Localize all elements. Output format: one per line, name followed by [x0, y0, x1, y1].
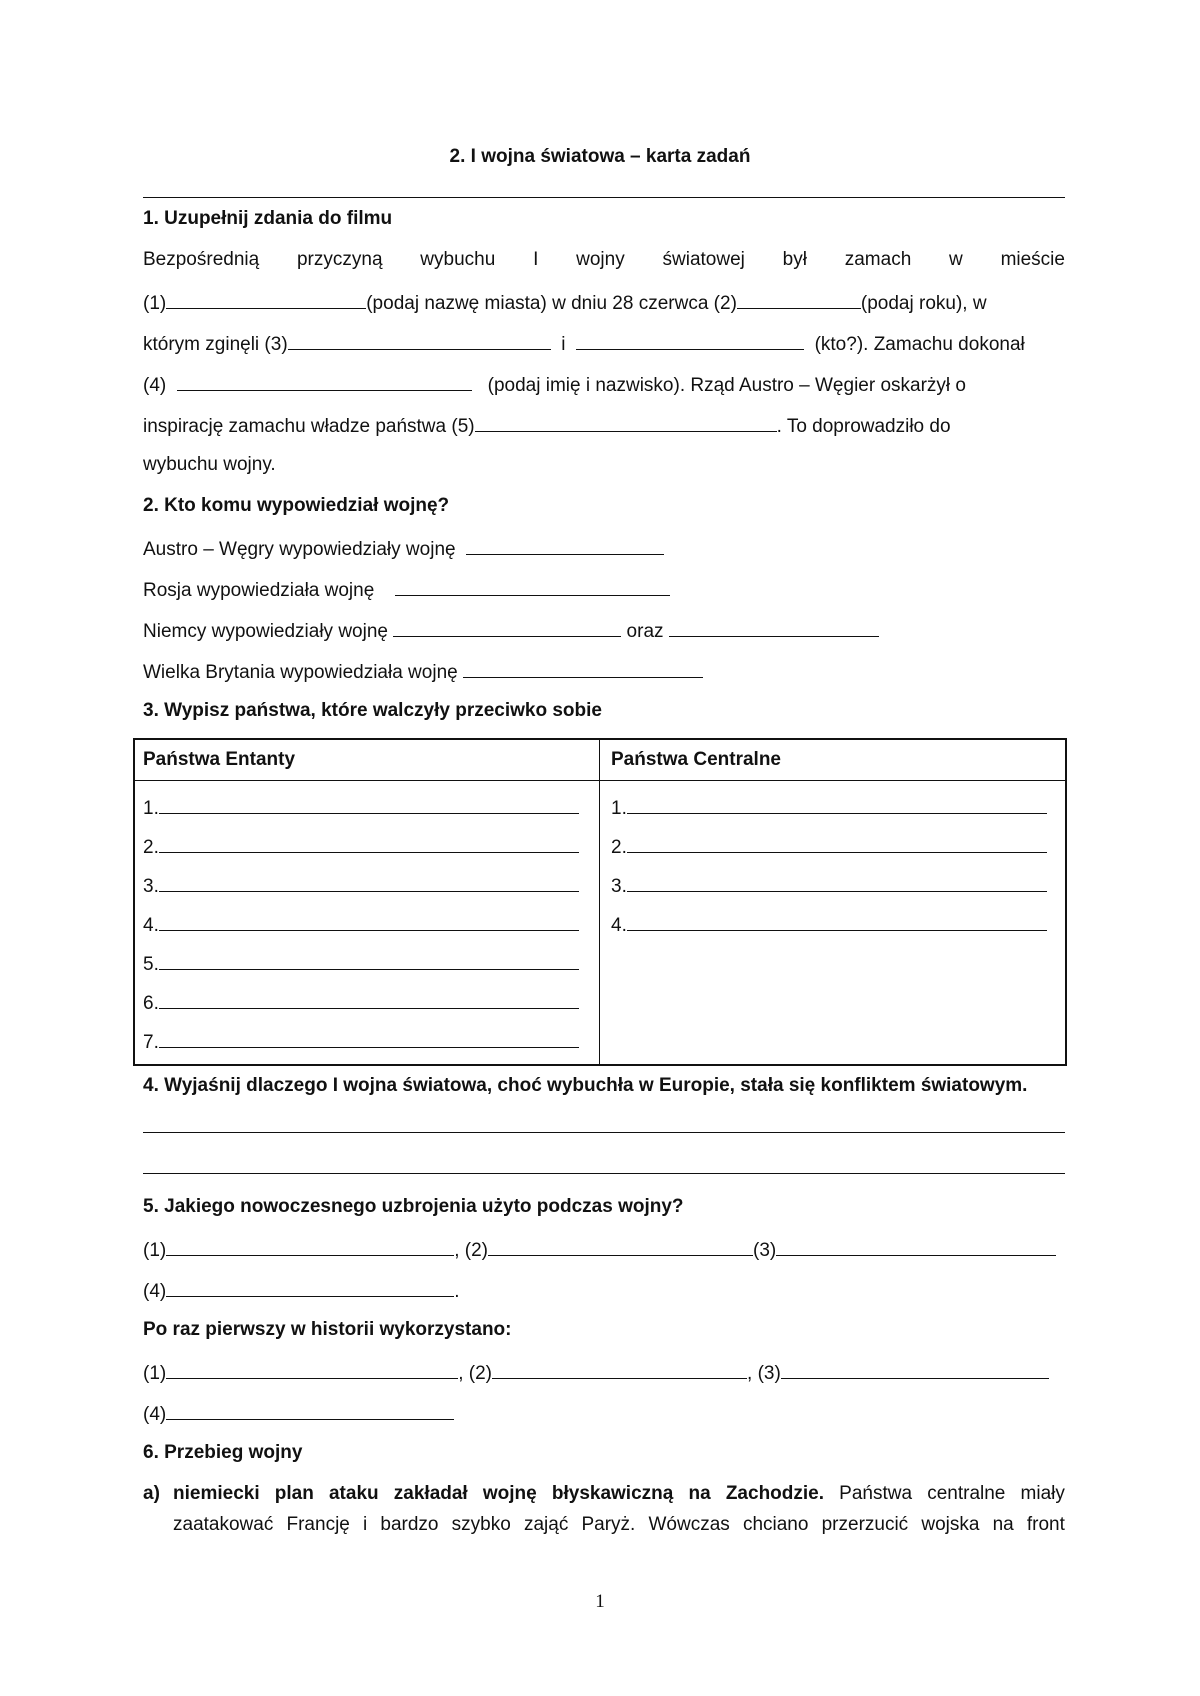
task6-line2-word: zaatakować — [173, 1514, 274, 1535]
weapon-label-1: (1) — [143, 1240, 167, 1261]
task1-line1-word: w — [949, 249, 963, 270]
answer-line-task4-2[interactable] — [143, 1173, 1065, 1174]
task2-row1 — [143, 536, 664, 561]
line2-end: (podaj roku), w — [860, 293, 987, 314]
entente-answer-blank[interactable] — [159, 873, 579, 892]
entente-row — [143, 1029, 579, 1054]
task5-row4 — [143, 1401, 454, 1426]
line4-text: (podaj imię i nazwisko). Rząd Austro – Węgier oskarżył o — [487, 375, 966, 396]
weapon-dot: . — [454, 1281, 460, 1302]
row3-text: Niemcy wypowiedziały wojnę — [143, 621, 388, 642]
task6-bold-word: na — [688, 1483, 711, 1504]
central-answer-blank[interactable] — [627, 873, 1047, 892]
first-label-4: (4) — [143, 1404, 167, 1425]
answer-blank-weapon-3[interactable] — [776, 1237, 1056, 1256]
entente-answer-blank[interactable] — [159, 795, 579, 814]
row3-oraz: oraz — [626, 621, 664, 642]
line3-and: i — [561, 334, 566, 355]
task5-row1 — [143, 1237, 1056, 1262]
entente-row — [143, 990, 579, 1015]
central-row-number: 3. — [611, 876, 627, 897]
weapon-label-2: , (2) — [454, 1240, 489, 1261]
task6-word: centralne — [927, 1483, 1006, 1504]
first-label-1: (1) — [143, 1363, 167, 1384]
task1-line1-word: zamach — [844, 249, 912, 270]
central-row-number: 1. — [611, 798, 627, 819]
task1-line6: wybuchu wojny. — [143, 454, 276, 475]
task1-line1-word: mieście — [1000, 249, 1065, 270]
entente-row — [143, 912, 579, 937]
task6-a-line1 — [173, 1483, 1065, 1505]
entente-answer-blank[interactable] — [159, 912, 579, 931]
task6-bold-word: błyskawiczną — [551, 1483, 674, 1504]
task1-line1-word: był — [782, 249, 807, 270]
answer-blank-first-4[interactable] — [166, 1401, 454, 1420]
answer-blank-first-1[interactable] — [166, 1360, 458, 1379]
task1-line2 — [143, 290, 987, 315]
central-row — [611, 912, 1047, 937]
first-label-2: , (2) — [458, 1363, 493, 1384]
task6-line2-word: Wówczas — [648, 1514, 730, 1535]
task1-heading: 1. Uzupełnij zdania do filmu — [143, 208, 393, 229]
central-answer-blank[interactable] — [627, 834, 1047, 853]
entente-row — [143, 834, 579, 859]
answer-blank-3b[interactable] — [576, 331, 804, 350]
task6-line2-word: na — [992, 1514, 1014, 1535]
entente-answer-blank[interactable] — [159, 951, 579, 970]
task6-line2-word: Francję — [286, 1514, 350, 1535]
entente-answer-blank[interactable] — [159, 1029, 579, 1048]
entente-row-number: 3. — [143, 876, 159, 897]
answer-blank-1[interactable] — [166, 290, 366, 309]
task6-line2-word: front — [1026, 1514, 1065, 1535]
entente-row-number: 6. — [143, 993, 159, 1014]
first-label-3: , (3) — [747, 1363, 781, 1384]
task6-a-line2 — [173, 1514, 1065, 1536]
answer-blank-weapon-4[interactable] — [166, 1278, 454, 1297]
blank-label-4: (4) — [143, 375, 167, 396]
central-row — [611, 873, 1047, 898]
entente-row — [143, 951, 579, 976]
task6-bold-word: Zachodzie. — [725, 1483, 825, 1504]
task1-line1 — [143, 249, 1065, 271]
entente-answer-blank[interactable] — [159, 990, 579, 1009]
task6-line2-word: wojska — [921, 1514, 980, 1535]
central-row-number: 2. — [611, 837, 627, 858]
task6-line2-word: szybko — [451, 1514, 511, 1535]
entente-row — [143, 795, 579, 820]
answer-blank-2[interactable] — [737, 290, 861, 309]
table-header-entente: Państwa Entanty — [143, 749, 296, 770]
central-row — [611, 795, 1047, 820]
table-header-central: Państwa Centralne — [611, 749, 781, 770]
entente-row-number: 1. — [143, 798, 159, 819]
answer-blank-britain[interactable] — [463, 659, 703, 678]
entente-row-number: 7. — [143, 1032, 159, 1053]
line5-end: . To doprowadziło do — [776, 416, 951, 437]
task1-line3 — [143, 331, 1025, 356]
central-row — [611, 834, 1047, 859]
alliances-table — [133, 738, 1067, 1066]
blank-label-1: (1) — [143, 293, 167, 314]
answer-blank-weapon-1[interactable] — [166, 1237, 454, 1256]
page-title: 2. I wojna światowa – karta zadań — [449, 146, 751, 167]
task1-line1-word: wojny — [576, 249, 625, 270]
task6-line2-word: zająć — [523, 1514, 569, 1535]
entente-row-number: 5. — [143, 954, 159, 975]
answer-blank-first-3[interactable] — [781, 1360, 1049, 1379]
weapon-label-3: (3) — [753, 1240, 777, 1261]
task2-heading: 2. Kto komu wypowiedział wojnę? — [143, 495, 450, 516]
task2-row2 — [143, 577, 670, 602]
task6-line2-word: Paryż. — [581, 1514, 636, 1535]
row2-text: Rosja wypowiedziała wojnę — [143, 580, 375, 601]
weapon-label-4: (4) — [143, 1281, 167, 1302]
task6-line2-word: przerzucić — [821, 1514, 909, 1535]
answer-blank-3a[interactable] — [288, 331, 551, 350]
task1-line5 — [143, 413, 951, 438]
table-column-divider — [599, 740, 600, 1064]
task6-bold-word: wojnę — [482, 1483, 537, 1504]
task6-bold-word: plan — [274, 1483, 314, 1504]
line2-text: (podaj nazwę miasta) w dniu 28 czerwca (2) — [366, 293, 737, 314]
page-number: 1 — [595, 1591, 605, 1612]
entente-row-number: 2. — [143, 837, 159, 858]
task3-heading: 3. Wypisz państwa, które walczyły przeciwko sobie — [143, 700, 602, 721]
answer-blank-germany-2[interactable] — [669, 618, 879, 637]
answer-line-task4-1[interactable] — [143, 1132, 1065, 1133]
task5-heading: 5. Jakiego nowoczesnego uzbrojenia użyto podczas wojny? — [143, 1196, 684, 1217]
task1-line1-word: wybuchu — [420, 249, 496, 270]
task6-a-label: a) — [143, 1483, 160, 1504]
task2-row3 — [143, 618, 879, 643]
task1-line4 — [143, 372, 966, 397]
task6-line2-word: bardzo — [380, 1514, 439, 1535]
task6-word: miały — [1020, 1483, 1065, 1504]
answer-blank-germany-1[interactable] — [393, 618, 621, 637]
task2-row4 — [143, 659, 703, 684]
title-divider — [143, 197, 1065, 198]
central-answer-blank[interactable] — [627, 912, 1047, 931]
task1-line1-word: I — [533, 249, 539, 270]
answer-blank-5[interactable] — [475, 413, 777, 432]
task6-bold-word: zakładał — [393, 1483, 468, 1504]
task6-word: Państwa — [839, 1483, 913, 1504]
entente-row-number: 4. — [143, 915, 159, 936]
task5-row2 — [143, 1278, 460, 1303]
task6-bold-word: niemiecki — [173, 1483, 260, 1504]
line5-text: inspirację zamachu władze państwa (5) — [143, 416, 475, 437]
entente-row — [143, 873, 579, 898]
task5-subheading: Po raz pierwszy w historii wykorzystano: — [143, 1319, 512, 1340]
task5-row3 — [143, 1360, 1049, 1385]
line3-end: (kto?). Zamachu dokonał — [814, 334, 1025, 355]
task6-heading: 6. Przebieg wojny — [143, 1442, 303, 1463]
task6-bold-word: ataku — [328, 1483, 379, 1504]
row4-text: Wielka Brytania wypowiedziała wojnę — [143, 662, 458, 683]
answer-blank-first-2[interactable] — [492, 1360, 747, 1379]
task1-line1-word: przyczyną — [296, 249, 383, 270]
central-row-number: 4. — [611, 915, 627, 936]
table-header-divider — [135, 780, 1065, 781]
task6-line2-word: chciano — [742, 1514, 809, 1535]
central-answer-blank[interactable] — [627, 795, 1047, 814]
row1-text: Austro – Węgry wypowiedziały wojnę — [143, 539, 456, 560]
task1-line1-word: Bezpośrednią — [143, 249, 260, 270]
task4-heading: 4. Wyjaśnij dlaczego I wojna światowa, choć wybuchła w Europie, stała się konfliktem światowym. — [143, 1075, 1028, 1096]
answer-blank-weapon-2[interactable] — [488, 1237, 753, 1256]
answer-blank-austria[interactable] — [466, 536, 664, 555]
answer-blank-4[interactable] — [177, 372, 472, 391]
answer-blank-russia[interactable] — [395, 577, 670, 596]
entente-answer-blank[interactable] — [159, 834, 579, 853]
line3-text: którym zginęli (3) — [143, 334, 288, 355]
task1-line1-word: światowej — [662, 249, 745, 270]
task6-line2-word: i — [363, 1514, 368, 1535]
